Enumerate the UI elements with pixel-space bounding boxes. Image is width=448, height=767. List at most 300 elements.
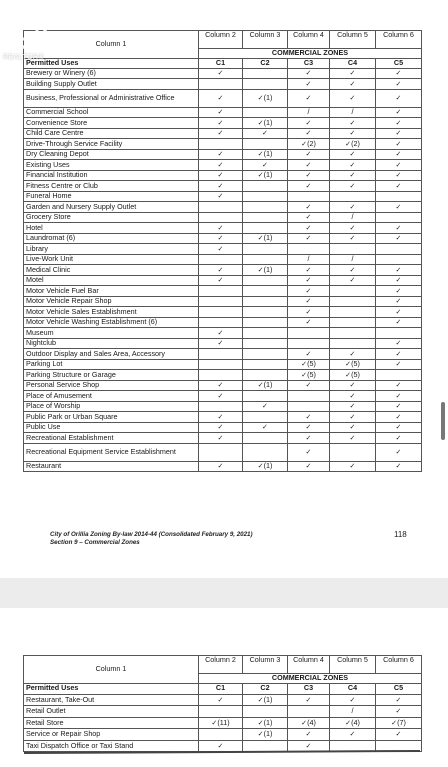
permission-cell: ✓	[330, 422, 376, 433]
permission-cell: ✓	[376, 107, 422, 118]
permission-cell	[330, 443, 376, 461]
permission-cell	[243, 275, 288, 286]
permitted-use-cell: Drive-Through Service Facility	[24, 139, 199, 150]
permission-cell	[199, 401, 243, 412]
permission-cell: ✓	[199, 223, 243, 234]
permitted-uses-label: Permitted Uses	[24, 58, 199, 68]
permission-cell	[288, 391, 330, 402]
column-header-cell: Column 1	[24, 656, 199, 684]
table-row	[24, 68, 422, 79]
permission-cell	[376, 212, 422, 223]
permission-cell	[199, 317, 243, 328]
permission-cell: ✓	[330, 391, 376, 402]
column-header-cell: Column 6	[376, 31, 422, 49]
permission-cell: /	[330, 706, 376, 718]
zone-code-cell: C4	[330, 58, 376, 68]
permission-cell: ✓	[330, 68, 376, 79]
column-header-row	[24, 656, 422, 674]
permitted-use-cell: Motel	[24, 275, 199, 286]
permitted-use-cell: Live-Work Unit	[24, 254, 199, 265]
permitted-use-cell: Funeral Home	[24, 191, 199, 202]
table-row	[24, 275, 422, 286]
zoning-table-continued	[23, 655, 422, 752]
table-row	[24, 338, 422, 349]
permission-cell: ✓	[288, 461, 330, 472]
permitted-use-cell: Existing Uses	[24, 160, 199, 171]
permission-cell: ✓	[288, 740, 330, 752]
permission-cell: ✓	[330, 349, 376, 360]
table-row	[24, 202, 422, 213]
permission-cell: ✓	[330, 118, 376, 129]
permission-cell: ✓	[199, 380, 243, 391]
permission-cell	[288, 338, 330, 349]
permission-cell: ✓	[288, 118, 330, 129]
realtor-watermark	[0, 0, 56, 62]
permission-cell: ✓(5)	[330, 370, 376, 381]
permission-cell: ✓	[330, 160, 376, 171]
permitted-use-cell: Fitness Centre or Club	[24, 181, 199, 192]
permission-cell	[199, 254, 243, 265]
permission-cell	[243, 359, 288, 370]
permission-cell	[243, 706, 288, 718]
table-row	[24, 244, 422, 255]
permission-cell	[288, 328, 330, 339]
permission-cell: ✓	[376, 380, 422, 391]
permission-cell: ✓	[376, 79, 422, 90]
permission-cell: ✓	[288, 296, 330, 307]
permitted-use-cell: Restaurant	[24, 461, 199, 472]
permission-cell	[243, 307, 288, 318]
permission-cell	[330, 286, 376, 297]
permission-cell	[243, 328, 288, 339]
permission-cell	[243, 286, 288, 297]
zoning-table	[23, 30, 422, 472]
permission-cell	[243, 254, 288, 265]
permitted-use-cell: Nightclub	[24, 338, 199, 349]
permission-cell: ✓	[376, 149, 422, 160]
permitted-use-cell: Convenience Store	[24, 118, 199, 129]
permission-cell: ✓	[288, 349, 330, 360]
table-row	[24, 212, 422, 223]
permission-cell: ✓	[199, 89, 243, 107]
permission-cell: ✓	[376, 412, 422, 423]
permission-cell: ✓	[288, 433, 330, 444]
permission-cell: ✓	[376, 729, 422, 741]
table-row	[24, 717, 422, 729]
permission-cell	[288, 706, 330, 718]
permission-cell: ✓	[199, 391, 243, 402]
permission-cell: ✓	[376, 391, 422, 402]
permission-cell	[243, 412, 288, 423]
permission-cell	[243, 244, 288, 255]
permission-cell: ✓	[288, 202, 330, 213]
permission-cell: ✓	[376, 338, 422, 349]
permission-cell: ✓	[376, 401, 422, 412]
permission-cell: ✓	[288, 233, 330, 244]
permitted-use-cell: Library	[24, 244, 199, 255]
permission-cell: ✓	[288, 223, 330, 234]
permission-cell: /	[330, 107, 376, 118]
permitted-use-cell: Recreational Establishment	[24, 433, 199, 444]
permitted-use-cell: Parking Lot	[24, 359, 199, 370]
permitted-use-cell: Recreational Equipment Service Establishment	[24, 443, 199, 461]
permission-cell: ✓(1)	[243, 694, 288, 706]
permission-cell	[376, 191, 422, 202]
permitted-use-cell: Public Park or Urban Square	[24, 412, 199, 423]
permission-cell	[243, 338, 288, 349]
permission-cell: ✓	[199, 328, 243, 339]
permission-cell	[288, 244, 330, 255]
permission-cell	[199, 296, 243, 307]
permission-cell: ✓	[288, 149, 330, 160]
column-header-cell: Column 6	[376, 656, 422, 674]
permission-cell	[243, 181, 288, 192]
table-row	[24, 412, 422, 423]
permission-cell: ✓	[330, 149, 376, 160]
permission-cell: ✓	[330, 694, 376, 706]
permission-cell: ✓	[288, 170, 330, 181]
table-row	[24, 89, 422, 107]
permission-cell: /	[330, 212, 376, 223]
permission-cell: ✓	[199, 160, 243, 171]
permission-cell: ✓	[288, 422, 330, 433]
permission-cell: ✓(1)	[243, 118, 288, 129]
table-row	[24, 139, 422, 150]
zone-code-cell: C2	[243, 58, 288, 68]
table-row	[24, 170, 422, 181]
permission-cell: ✓	[199, 128, 243, 139]
permission-cell: ✓(5)	[330, 359, 376, 370]
permission-cell	[199, 79, 243, 90]
permission-cell: ✓	[330, 461, 376, 472]
permitted-use-cell: Place of Worship	[24, 401, 199, 412]
zone-code-cell: C1	[199, 683, 243, 694]
permission-cell	[330, 296, 376, 307]
permission-cell: ✓(2)	[288, 139, 330, 150]
permitted-use-cell: Motor Vehicle Repair Shop	[24, 296, 199, 307]
permission-cell	[199, 212, 243, 223]
permission-cell: ✓	[376, 694, 422, 706]
permission-cell: ✓	[376, 443, 422, 461]
permission-cell	[330, 307, 376, 318]
permission-cell: ✓(1)	[243, 89, 288, 107]
permitted-use-cell: Motor Vehicle Sales Establishment	[24, 307, 199, 318]
permission-cell	[243, 107, 288, 118]
zone-code-cell: C3	[288, 58, 330, 68]
column-header-row	[24, 31, 422, 49]
permission-cell	[243, 433, 288, 444]
permitted-use-cell: Personal Service Shop	[24, 380, 199, 391]
permission-cell	[243, 443, 288, 461]
permission-cell: ✓	[288, 128, 330, 139]
permission-cell: ✓(1)	[243, 149, 288, 160]
permission-cell: ✓(1)	[243, 233, 288, 244]
table-row	[24, 694, 422, 706]
zone-code-cell: C3	[288, 683, 330, 694]
permission-cell: ✓	[376, 461, 422, 472]
table-row	[24, 370, 422, 381]
table-row	[24, 118, 422, 129]
permitted-use-cell: Building Supply Outlet	[24, 79, 199, 90]
permission-cell: ✓	[199, 233, 243, 244]
table-row	[24, 223, 422, 234]
permission-cell	[199, 349, 243, 360]
page-number: 118	[394, 530, 407, 539]
permission-cell: ✓	[288, 68, 330, 79]
permitted-use-cell: Public Use	[24, 422, 199, 433]
table-row	[24, 128, 422, 139]
permission-cell: ✓	[199, 461, 243, 472]
permission-cell: /	[330, 254, 376, 265]
permitted-use-cell: Service or Repair Shop	[24, 729, 199, 741]
footer-bylaw-title: City of Orillia Zoning By-law 2014-44 (Consolidated February 9, 2021)	[50, 531, 253, 538]
table-row	[24, 149, 422, 160]
column-header-cell: Column 4	[288, 31, 330, 49]
permission-cell: ✓	[199, 694, 243, 706]
permission-cell: ✓	[243, 422, 288, 433]
permitted-use-cell: Retail Outlet	[24, 706, 199, 718]
permission-cell: ✓(1)	[243, 717, 288, 729]
page-footer	[50, 531, 410, 547]
permission-cell: ✓	[199, 740, 243, 752]
permission-cell: ✓	[288, 443, 330, 461]
permission-cell: ✓	[199, 244, 243, 255]
permission-cell: ✓	[330, 181, 376, 192]
permission-cell: ✓	[288, 307, 330, 318]
column-header-cell: Column 3	[243, 31, 288, 49]
permission-cell: ✓	[330, 170, 376, 181]
permission-cell: ✓	[330, 412, 376, 423]
permission-cell: ✓	[288, 79, 330, 90]
permission-cell: ✓	[243, 160, 288, 171]
table-row	[24, 181, 422, 192]
table-row	[24, 433, 422, 444]
permission-cell: ✓	[376, 706, 422, 718]
permission-cell	[243, 191, 288, 202]
permission-cell: ✓	[243, 128, 288, 139]
table-row	[24, 296, 422, 307]
permission-cell	[288, 401, 330, 412]
scrollbar-thumb[interactable]	[441, 402, 445, 440]
permission-cell	[243, 212, 288, 223]
table-row	[24, 461, 422, 472]
permission-cell: ✓	[330, 729, 376, 741]
permission-cell: ✓	[376, 265, 422, 276]
permission-cell: ✓(4)	[288, 717, 330, 729]
permission-cell: ✓	[199, 107, 243, 118]
permission-cell	[199, 202, 243, 213]
permitted-use-cell: Dry Cleaning Depot	[24, 149, 199, 160]
table-row	[24, 422, 422, 433]
permission-cell	[199, 370, 243, 381]
permission-cell	[330, 328, 376, 339]
permission-cell: ✓	[330, 265, 376, 276]
permission-cell: ✓	[288, 317, 330, 328]
permission-cell: ✓	[288, 412, 330, 423]
permission-cell: ✓	[376, 349, 422, 360]
permitted-use-cell: Motor Vehicle Fuel Bar	[24, 286, 199, 297]
permission-cell	[376, 254, 422, 265]
permission-cell: ✓	[376, 128, 422, 139]
permitted-use-cell: Laundromat (6)	[24, 233, 199, 244]
permitted-use-cell: Taxi Dispatch Office or Taxi Stand	[24, 740, 199, 752]
permitted-use-cell: Retail Store	[24, 717, 199, 729]
permission-cell	[376, 370, 422, 381]
permission-cell	[330, 191, 376, 202]
column-header-cell: Column 4	[288, 656, 330, 674]
permission-cell: ✓	[330, 223, 376, 234]
permission-cell: ✓	[376, 139, 422, 150]
permission-cell: ✓	[288, 380, 330, 391]
table-row	[24, 107, 422, 118]
permission-cell	[199, 706, 243, 718]
permission-cell: ✓	[288, 729, 330, 741]
permission-cell: ✓	[288, 694, 330, 706]
permission-cell: /	[288, 107, 330, 118]
permission-cell: ✓	[330, 202, 376, 213]
permission-cell: ✓(11)	[199, 717, 243, 729]
permission-cell: ✓(7)	[376, 717, 422, 729]
page-gap	[0, 578, 448, 608]
permission-cell: ✓	[288, 286, 330, 297]
permission-cell: ✓	[376, 118, 422, 129]
table-row	[24, 443, 422, 461]
permitted-uses-label: Permitted Uses	[24, 683, 199, 694]
column-header-cell: Column 5	[330, 31, 376, 49]
footer-section-title: Section 9 – Commercial Zones	[50, 539, 140, 546]
permission-cell: ✓	[376, 359, 422, 370]
zone-code-cell: C1	[199, 58, 243, 68]
table-row	[24, 349, 422, 360]
permission-cell: ✓	[330, 89, 376, 107]
permission-cell: ✓	[376, 433, 422, 444]
permission-cell: ✓(2)	[330, 139, 376, 150]
permitted-use-cell: Garden and Nursery Supply Outlet	[24, 202, 199, 213]
document-page-2	[0, 608, 448, 767]
permission-cell: ✓(1)	[243, 265, 288, 276]
table-row	[24, 729, 422, 741]
permission-cell: ✓	[376, 89, 422, 107]
permission-cell: ✓	[376, 68, 422, 79]
zone-code-cell: C2	[243, 683, 288, 694]
permission-cell: ✓	[376, 307, 422, 318]
permission-cell: ✓	[199, 265, 243, 276]
permitted-use-cell: Place of Amusement	[24, 391, 199, 402]
permission-cell: ✓	[376, 296, 422, 307]
permission-cell: ✓	[199, 149, 243, 160]
permission-cell	[199, 359, 243, 370]
zones-label: COMMERCIAL ZONES	[199, 49, 422, 59]
permission-cell	[243, 139, 288, 150]
permission-cell: ✓	[376, 181, 422, 192]
permission-cell: ✓	[199, 422, 243, 433]
permission-cell	[243, 349, 288, 360]
permission-cell	[199, 729, 243, 741]
permission-cell: ✓	[199, 412, 243, 423]
table-row	[24, 391, 422, 402]
permitted-use-cell: Medical Clinic	[24, 265, 199, 276]
permission-cell	[243, 296, 288, 307]
permission-cell	[330, 338, 376, 349]
permitted-use-cell: Commercial School	[24, 107, 199, 118]
permission-cell	[243, 317, 288, 328]
permission-cell: /	[288, 254, 330, 265]
table-row	[24, 191, 422, 202]
permission-cell: ✓	[376, 422, 422, 433]
table-row	[24, 160, 422, 171]
permission-cell: ✓	[199, 181, 243, 192]
permission-cell	[199, 139, 243, 150]
permission-cell: ✓	[243, 401, 288, 412]
permission-cell	[243, 79, 288, 90]
table-row	[24, 286, 422, 297]
permission-cell: ✓	[199, 433, 243, 444]
permission-cell: ✓	[330, 275, 376, 286]
column-header-cell: Column 2	[199, 656, 243, 674]
permission-cell	[243, 223, 288, 234]
table-row	[24, 307, 422, 318]
permission-cell: ✓(1)	[243, 380, 288, 391]
permission-cell: ✓	[376, 286, 422, 297]
permission-cell	[243, 202, 288, 213]
table-row	[24, 79, 422, 90]
permission-cell	[376, 328, 422, 339]
permission-cell: ✓	[330, 79, 376, 90]
table-row	[24, 317, 422, 328]
permission-cell: ✓	[288, 212, 330, 223]
permitted-use-cell: Child Care Centre	[24, 128, 199, 139]
permission-cell: ✓	[330, 128, 376, 139]
permission-cell	[243, 68, 288, 79]
permitted-use-cell: Grocery Store	[24, 212, 199, 223]
realtor-watermark-text: REALTOR®	[3, 52, 44, 61]
table-row	[24, 265, 422, 276]
permission-cell	[288, 191, 330, 202]
permitted-use-cell: Museum	[24, 328, 199, 339]
permission-cell: ✓	[288, 275, 330, 286]
zone-code-cell: C5	[376, 683, 422, 694]
permission-cell	[330, 244, 376, 255]
permission-cell: ✓	[199, 275, 243, 286]
permitted-use-cell: Business, Professional or Administrative Office	[24, 89, 199, 107]
permission-cell: ✓(4)	[330, 717, 376, 729]
permission-cell: ✓	[199, 338, 243, 349]
permitted-use-cell: Financial Institution	[24, 170, 199, 181]
permission-cell: ✓	[330, 433, 376, 444]
permission-cell	[199, 286, 243, 297]
permission-cell: ✓	[199, 118, 243, 129]
permitted-use-cell: Motor Vehicle Washing Establishment (6)	[24, 317, 199, 328]
permission-cell: ✓	[199, 68, 243, 79]
permission-cell: ✓(1)	[243, 170, 288, 181]
permission-cell: ✓	[330, 233, 376, 244]
permission-cell	[199, 307, 243, 318]
zone-code-cell: C5	[376, 58, 422, 68]
permission-cell: ✓	[199, 191, 243, 202]
table-row	[24, 328, 422, 339]
realtor-logo-icon	[6, 6, 48, 50]
permission-cell	[376, 244, 422, 255]
permission-cell: ✓	[376, 275, 422, 286]
permitted-use-cell: Brewery or Winery (6)	[24, 68, 199, 79]
permission-cell: ✓	[288, 265, 330, 276]
permitted-use-cell: Hotel	[24, 223, 199, 234]
permission-cell: ✓	[376, 202, 422, 213]
permission-cell: ✓(5)	[288, 359, 330, 370]
permission-cell: ✓	[330, 401, 376, 412]
column-header-cell: Column 2	[199, 31, 243, 49]
permission-cell	[243, 370, 288, 381]
